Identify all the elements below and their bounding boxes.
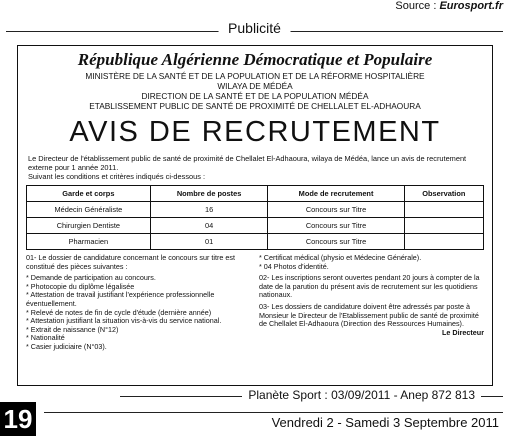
table-header-row (27, 186, 484, 202)
cell-observation (404, 202, 483, 218)
condition-item: * Attestation justifiant la situation vis-à-vis du service national. (26, 316, 222, 326)
condition-item: * 04 Photos d'identité. (259, 261, 329, 271)
cell-count: 16 (150, 202, 268, 218)
condition-item: 02- Les inscriptions seront ouvertes pendant 20 jours à compter de la date de la parution du présent avis de recrutement sur les quotidiens nationaux. (259, 273, 480, 300)
cell-mode: Concours sur Titre (268, 234, 404, 250)
section-header (6, 20, 503, 36)
issue-date: Vendredi 2 - Samedi 3 Septembre 2011 (271, 415, 499, 430)
signature: Le Directeur (442, 327, 484, 337)
header-mode: Mode de recrutement (268, 186, 404, 202)
table-row (27, 218, 484, 234)
cell-grade: Chirurgien Dentiste (27, 218, 151, 234)
cell-observation (404, 234, 483, 250)
condition-item: * Relevé de notes de fin de cycle d'étude (dernière année) (26, 307, 212, 317)
cell-count: 04 (150, 218, 268, 234)
condition-item: * Demande de participation au concours. (26, 273, 156, 283)
left-column (26, 254, 251, 352)
right-column (259, 254, 484, 352)
recruitment-ad (17, 45, 493, 386)
conditions-columns (26, 254, 484, 352)
footer-reference-bar (120, 388, 503, 402)
source-name: Eurosport.fr (439, 0, 503, 12)
condition-item: * Casier judiciaire (N°03). (26, 341, 107, 351)
source-credit (395, 0, 503, 12)
intro-paragraph: Le Directeur de l'établissement public de santé de proximité de Chellalet El-Adhaoura, wilaya de Médéa, lance un avis de recrutement externe pour 1 année 2011. (28, 154, 467, 172)
condition-item: 01- Le dossier de candidature concernant le concours sur titre est constitué des pièces suivantes : (26, 253, 235, 271)
header-count: Nombre de postes (150, 186, 268, 202)
condition-item: * Photocopie du diplôme légalisée (26, 281, 135, 291)
establishment-line: ETABLISSEMENT PUBLIC DE SANTÉ DE PROXIMITÉ DE CHELLALET EL-ADHAOURA (89, 101, 421, 111)
direction-line: DIRECTION DE LA SANTÉ ET DE LA POPULATION MÉDÉA (141, 91, 369, 101)
footer-reference: Planète Sport : 03/09/2011 - Anep 872 813 (242, 388, 481, 402)
condition-item: * Attestation de travail justifiant l'expérience professionnelle éventuellement. (26, 290, 215, 308)
cell-count: 01 (150, 234, 268, 250)
condition-item: 03- Les dossiers de candidature doivent être adressés par poste à Monsieur le Directeur de l'Etablissement public de santé de proximité de Chellalet El-Adhaoura (Direction des Ressources Humaines). (259, 301, 479, 329)
table-row (27, 234, 484, 250)
cell-mode: Concours sur Titre (268, 202, 404, 218)
condition-item: * Nationalité (26, 333, 65, 343)
intro-text (28, 154, 482, 181)
header-observation: Observation (404, 186, 483, 202)
cell-grade: Médecin Généraliste (27, 202, 151, 218)
section-title: Publicité (218, 20, 291, 36)
cell-observation (404, 218, 483, 234)
wilaya-line: WILAYA DE MÉDÉA (217, 81, 293, 91)
page-number: 19 (0, 402, 36, 436)
cell-grade: Pharmacien (27, 234, 151, 250)
republic-title: République Algérienne Démocratique et Populaire (77, 50, 433, 69)
ad-title: AVIS DE RECRUTEMENT (69, 116, 441, 148)
table-row (27, 202, 484, 218)
header-grade: Garde et corps (27, 186, 151, 202)
intro-conditions: Suivant les conditions et critères indiqués ci-dessous : (28, 172, 206, 181)
cell-mode: Concours sur Titre (268, 218, 404, 234)
positions-table (26, 185, 484, 250)
date-rule (44, 412, 503, 413)
source-prefix: Source : (395, 0, 440, 12)
ministry-block (18, 71, 492, 111)
condition-item: * Certificat médical (physio et Médecine Générale). (259, 253, 422, 262)
condition-item: * Extrait de naissance (N°12) (26, 324, 119, 334)
ministry-line: MINISTÈRE DE LA SANTÉ ET DE LA POPULATION ET DE LA RÉFORME HOSPITALIÈRE (85, 71, 425, 81)
